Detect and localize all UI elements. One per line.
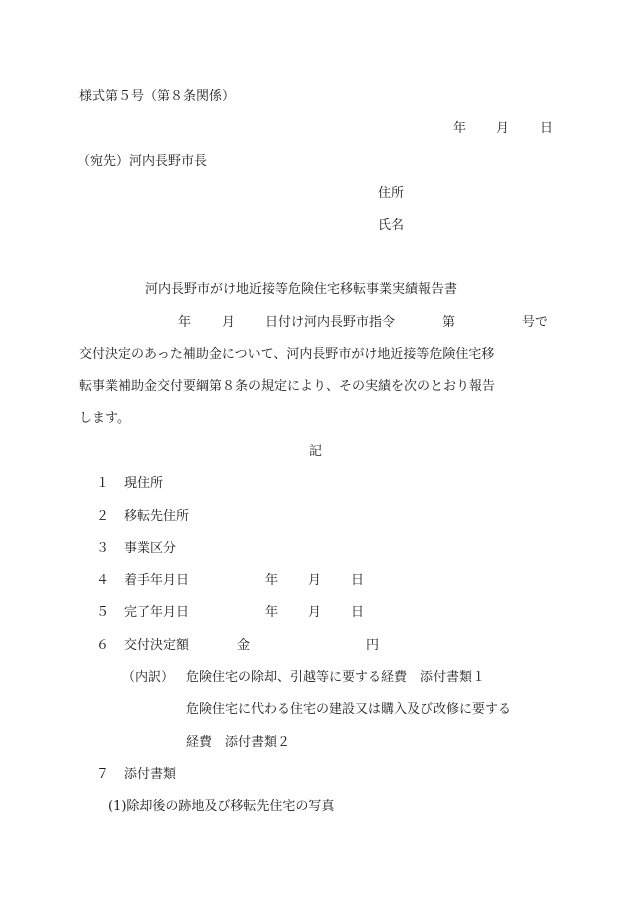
item-number: ４ — [96, 573, 110, 588]
kin-label: 金 — [237, 638, 251, 653]
breakdown-line-3: 経費 添付書類２ — [186, 735, 291, 750]
item-label-current-address: 現住所 — [124, 476, 164, 491]
attachment-item-1: (1)除却後の跡地及び移転先住宅の写真 — [108, 799, 335, 814]
completion-day-label: 日 — [351, 605, 365, 620]
item-label-grant-amount: 交付決定額 — [124, 638, 190, 653]
start-day-label: 日 — [351, 573, 365, 588]
item-label-relocation-address: 移転先住所 — [124, 509, 190, 524]
name-label: 氏名 — [378, 218, 405, 233]
item-number: ３ — [96, 541, 110, 556]
date-month-label: 月 — [496, 121, 510, 136]
item-label-attachments: 添付書類 — [124, 767, 177, 782]
addressee: （宛先）河内長野市長 — [77, 154, 208, 169]
body-line-3: 転事業補助金交付要綱第８条の規定により、その実績を次のとおり報告 — [79, 379, 496, 394]
yen-label: 円 — [366, 638, 380, 653]
item-label-start-date: 着手年月日 — [124, 573, 190, 588]
item-number: ７ — [96, 767, 110, 782]
breakdown-line-2: 危険住宅に代わる住宅の建設又は購入及び改修に要する — [186, 702, 512, 717]
body-year-label: 年 — [178, 315, 192, 330]
breakdown-label: （内訳） — [122, 670, 175, 685]
body-line-2: 交付決定のあった補助金について、河内長野市がけ地近接等危険住宅移 — [79, 347, 495, 362]
item-number: １ — [96, 476, 110, 491]
item-label-project-category: 事業区分 — [124, 541, 177, 556]
body-line-4: します。 — [79, 411, 130, 426]
address-label: 住所 — [378, 186, 405, 201]
ki-heading: 記 — [309, 444, 323, 459]
completion-month-label: 月 — [308, 605, 322, 620]
start-month-label: 月 — [308, 573, 322, 588]
item-number: ２ — [96, 509, 110, 524]
date-year-label: 年 — [453, 121, 467, 136]
body-month-label: 月 — [222, 315, 236, 330]
report-title: 河内長野市がけ地近接等危険住宅移転事業実績報告書 — [145, 282, 458, 297]
start-year-label: 年 — [265, 573, 279, 588]
completion-year-label: 年 — [265, 605, 279, 620]
item-label-completion-date: 完了年月日 — [124, 605, 190, 620]
item-number: ６ — [96, 638, 110, 653]
date-day-label: 日 — [540, 121, 554, 136]
body-number-prefix: 第 — [442, 315, 456, 330]
item-number: ５ — [96, 605, 110, 620]
body-number-suffix: 号で — [522, 315, 549, 330]
body-dated-text: 日付け河内長野市指令 — [265, 315, 396, 330]
form-number: 様式第５号（第８条関係） — [79, 89, 236, 104]
breakdown-line-1: 危険住宅の除却、引越等に要する経費 添付書類１ — [186, 670, 486, 685]
